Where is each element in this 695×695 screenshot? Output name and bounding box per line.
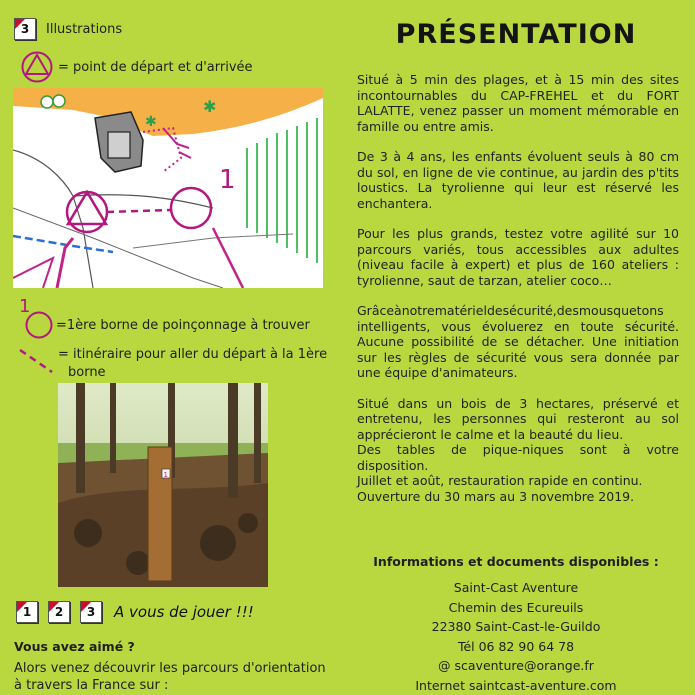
paragraph-children: De 3 à 4 ans, les enfants évoluent seuls à 80 cm du sol, en ligne de vie continue, au jardin des p'tits loustics. La tyrolienne qui leur est réservé les enchantera. <box>357 149 679 211</box>
illustrations-title: Illustrations <box>46 21 123 37</box>
presentation-title: PRÉSENTATION <box>395 19 637 50</box>
paragraph-picnic: Des tables de pique-niques sont à votre disposition. <box>357 442 679 473</box>
paragraph-opening: Ouverture du 30 mars au 3 novembre 2019. <box>357 488 635 504</box>
first-post-legend-text: =1ère borne de poinçonnage à trouver <box>56 317 310 333</box>
first-post-legend <box>24 310 310 340</box>
control-circle-icon <box>24 310 54 340</box>
presentation-body <box>357 72 679 504</box>
play-label: A vous de jouer !!! <box>114 603 254 621</box>
svg-text:✱: ✱ <box>145 114 157 130</box>
play-row <box>16 601 254 623</box>
paragraph-location: Situé à 5 min des plages, et à 15 min des sites incontournables du CAP-FREHEL et du FORT LALATTE, venez passer un moment mémorable en famille ou entre amis. <box>357 72 679 134</box>
start-legend-text: = point de départ et d'arrivée <box>58 59 253 75</box>
route-legend <box>58 346 327 382</box>
contact-city: 22380 Saint-Cast-le-Guildo <box>431 619 601 634</box>
step-badge-1: 1 <box>16 601 38 623</box>
paragraph-food: Juillet et août, restauration rapide en continu. <box>357 473 643 488</box>
contact-name: Saint-Cast Aventure <box>453 580 579 595</box>
forest-photo <box>58 383 268 587</box>
contact-phone: Tél 06 82 90 64 78 <box>457 638 575 654</box>
liked-line2: à travers la France sur : <box>14 678 169 693</box>
step-badge-3: 3 <box>14 18 36 40</box>
svg-text:✱: ✱ <box>203 97 217 116</box>
contact-website[interactable]: Internet saintcast-aventure.com <box>415 677 617 693</box>
route-legend-line2: borne <box>68 365 106 380</box>
route-dashed-line-icon <box>18 346 54 376</box>
paragraph-courses: Pour les plus grands, testez votre agilité sur 10 parcours variés, tous accessibles aux adultes (niveau facile à expert) et plus de 160 ateliers : tyrolienne, saut de tarzan, atelier coco… <box>357 226 679 288</box>
start-triangle-circle-icon <box>20 50 54 84</box>
paragraph-woods: Situé dans un bois de 3 hectares, préservé et entretenu, les personnes qui resteront au sol apprécieront le calme et la beauté du lieu. <box>357 395 679 442</box>
info-title: Informations et documents disponibles : <box>373 554 659 569</box>
contact-block <box>344 578 688 695</box>
step-badge-3-play: 3 <box>80 601 102 623</box>
start-legend <box>20 50 253 84</box>
step-badge-2: 2 <box>48 601 70 623</box>
illustrations-header <box>14 18 122 40</box>
first-post-legend-number: 1 <box>19 296 31 317</box>
contact-street: Chemin des Ecureuils <box>448 599 584 615</box>
orienteering-map <box>13 88 323 288</box>
paragraph-safety: Grâceànotrematérieldesécurité,desmousquetons intelligents, vous évoluerez en toute sécurité. Aucune possibilité de se détacher. Une initiation sur les règles de sécurité vous sera donnée par une équipe d'animateurs. <box>357 303 679 380</box>
route-legend-line1: = itinéraire pour aller du départ à la 1ère <box>58 347 328 362</box>
contact-email[interactable]: @ scaventure@orange.fr <box>438 658 594 673</box>
map-control-number: 1 <box>219 165 236 195</box>
post-tag-number: 1 <box>163 471 168 479</box>
liked-title: Vous avez aimé ? <box>14 639 135 654</box>
liked-text <box>14 660 326 694</box>
liked-line1: Alors venez découvrir les parcours d'orientation <box>14 661 326 676</box>
